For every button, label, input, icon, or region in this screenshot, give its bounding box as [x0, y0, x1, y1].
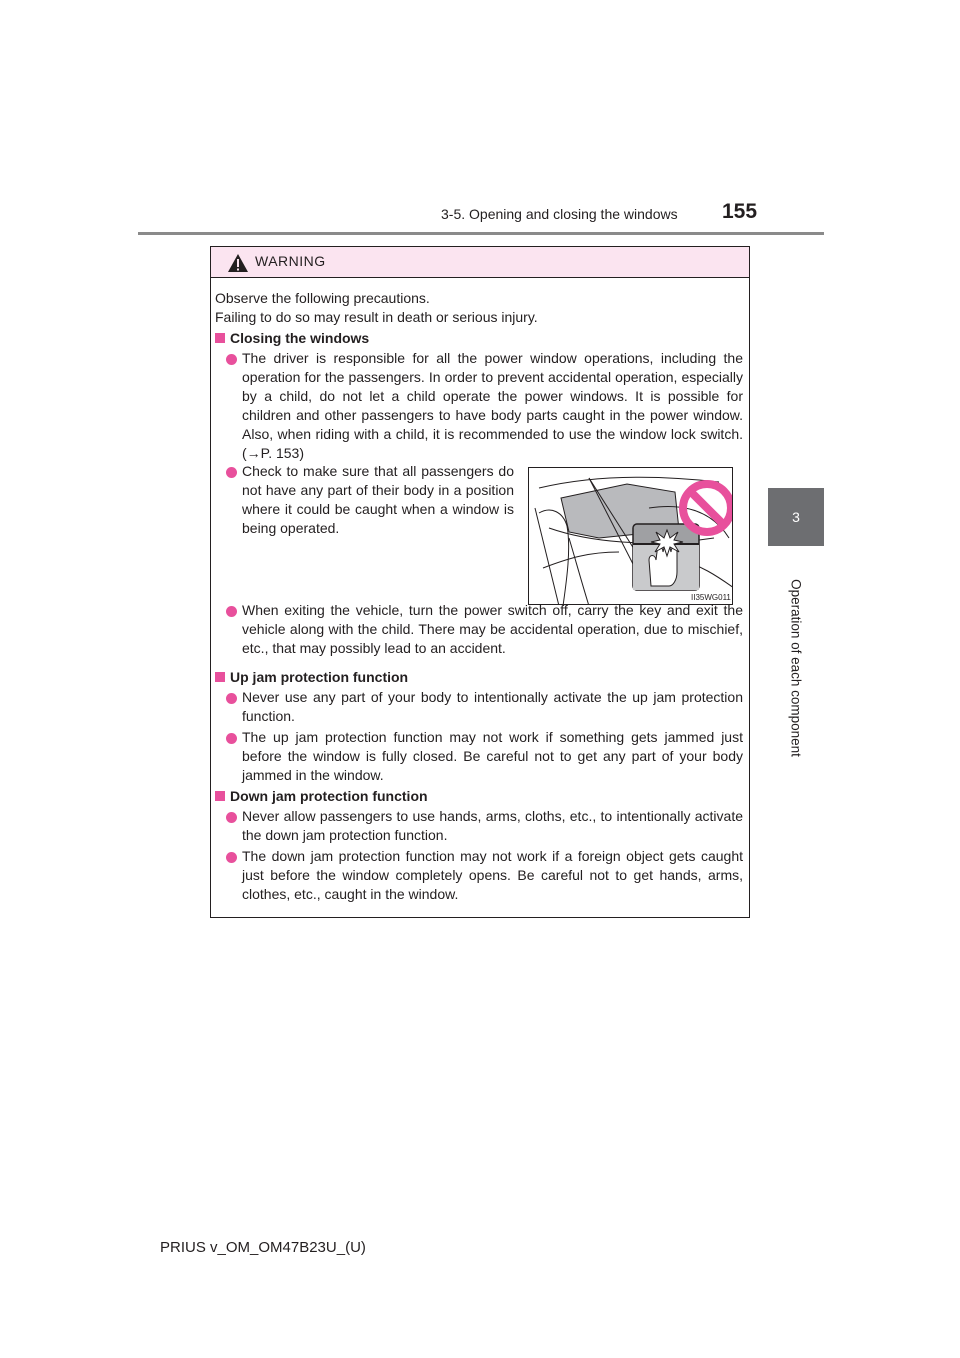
round-bullet-icon — [226, 467, 237, 478]
round-bullet-icon — [226, 693, 237, 704]
warning-intro-2: Failing to do so may result in death or serious injury. — [215, 309, 538, 325]
header-rule — [138, 232, 824, 235]
list-item: The driver is responsible for all the power window operations, including the operation for the passengers. In order to prevent accidental operation, especially by a child, do not let a child operate the power windows. It is possible for children and other passengers to have body parts caught in the power window. Also, when riding with a child, it is recommended to use the window lock switch. (→P. 153) — [242, 350, 743, 461]
square-bullet-icon — [215, 333, 225, 343]
document-id: PRIUS v_OM_OM47B23U_(U) — [160, 1239, 366, 1256]
round-bullet-icon — [226, 606, 237, 617]
round-bullet-icon — [226, 733, 237, 744]
warning-intro-1: Observe the following precautions. — [215, 290, 430, 306]
square-bullet-icon — [215, 791, 225, 801]
section-heading: Up jam protection function — [215, 668, 408, 686]
page-number: 155 — [722, 200, 758, 223]
section-heading: Closing the windows — [215, 329, 369, 347]
warning-title: WARNING — [255, 253, 326, 269]
section-heading: Down jam protection function — [215, 787, 428, 805]
list-item: Check to make sure that all passengers do not have any part of their body in a position where it could be caught when a window is being operated. — [242, 463, 514, 536]
list-item: The up jam protection function may not work if something gets jammed just before the window is fully closed. Be careful not to get any part of your body jammed in the window. — [242, 729, 743, 783]
window-caution-illustration — [528, 467, 733, 605]
round-bullet-icon — [226, 852, 237, 863]
round-bullet-icon — [226, 354, 237, 365]
square-bullet-icon — [215, 672, 225, 682]
list-item: Never use any part of your body to intentionally activate the up jam protection function. — [242, 689, 743, 724]
warning-triangle-icon — [227, 253, 249, 273]
chapter-tab: 3 — [768, 488, 824, 546]
chapter-label: Operation of each component — [788, 579, 804, 757]
header-section-title: 3-5. Opening and closing the windows — [441, 206, 678, 222]
warning-header — [211, 247, 749, 278]
figure-code: II35WG011 — [691, 593, 731, 602]
list-item: The down jam protection function may not work if a foreign object gets caught just before the window completely opens. Be careful not to get hands, arms, clothes, etc., caught in the window. — [242, 848, 743, 902]
car-interior-illustration — [529, 468, 733, 605]
warning-box — [210, 246, 750, 918]
list-item: Never allow passengers to use hands, arms, cloths, etc., to intentionally activate the down jam protection function. — [242, 808, 743, 843]
round-bullet-icon — [226, 812, 237, 823]
list-item: When exiting the vehicle, turn the power switch off, carry the key and exit the vehicle along with the child. There may be accidental operation, due to mischief, etc., that may possibly lead to an accident. — [242, 602, 743, 656]
